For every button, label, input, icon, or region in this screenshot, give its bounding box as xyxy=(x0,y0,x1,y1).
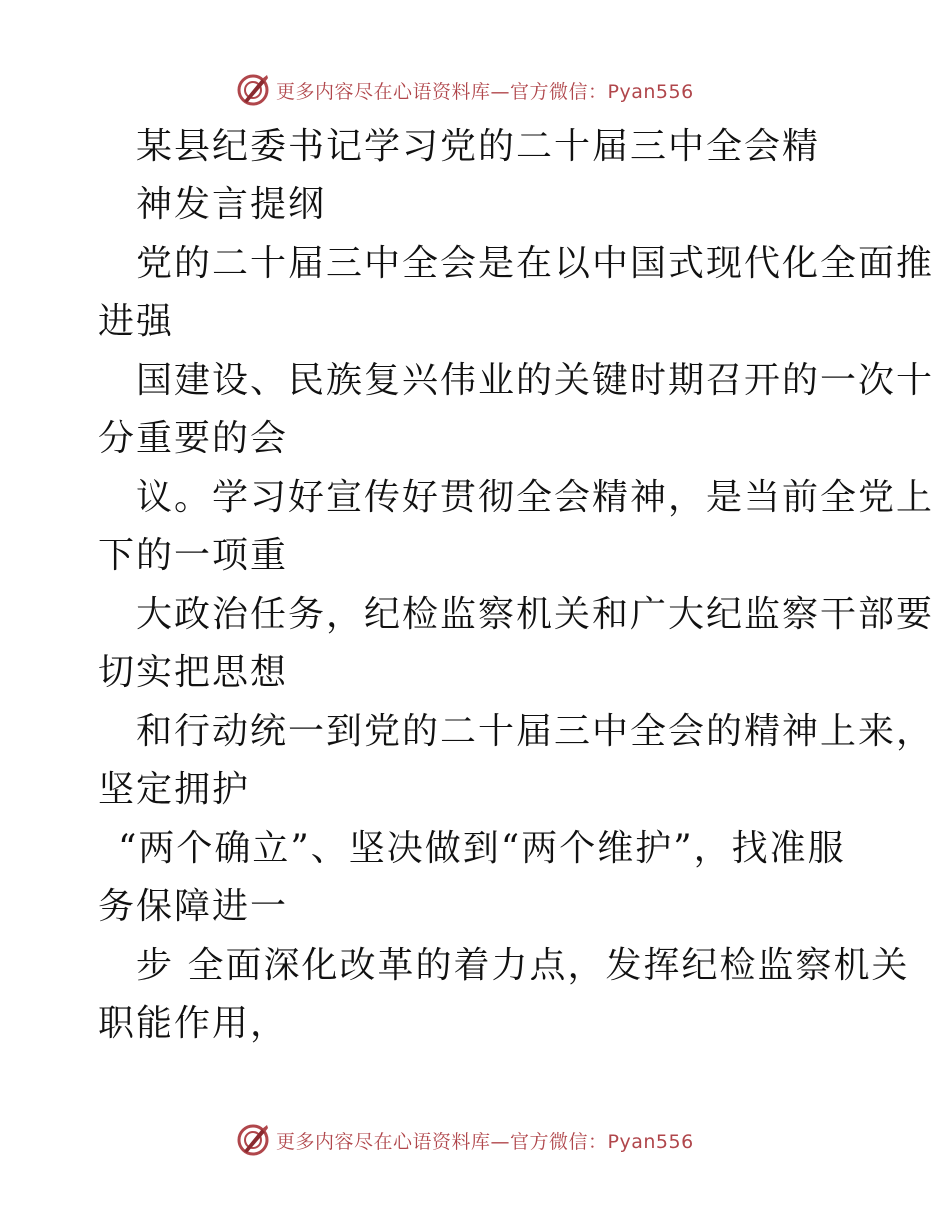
title-line-2: 神发言提纲 xyxy=(136,184,327,225)
body-line: 切实把思想 xyxy=(98,652,289,693)
watermark-header xyxy=(236,72,694,108)
body-line: 进强 xyxy=(98,301,175,342)
body-line: 职能作用， xyxy=(98,1003,289,1044)
body-line: 和行动统一到党的二十届三中全会的精神上来， xyxy=(136,711,935,752)
body-line: 国建设、民族复兴伟业的关键时期召开的一次十 xyxy=(136,360,935,401)
body-line: 步 全面深化改革的着力点，发挥纪检监察机关 xyxy=(136,945,910,986)
body-line: 分重要的会 xyxy=(98,418,289,459)
body-line: 下的一项重 xyxy=(98,535,289,576)
title-line-1: 某县纪委书记学习党的二十届三中全会精 xyxy=(136,126,821,167)
watermark-text: 更多内容尽在心语资料库—官方微信：Pyan556 xyxy=(276,80,694,103)
body-line: 务保障进一 xyxy=(98,886,289,927)
body-line: 议。学习好宣传好贯彻全会精神，是当前全党上 xyxy=(136,477,935,518)
body-line: 大政治任务，纪检监察机关和广大纪监察干部要 xyxy=(136,594,935,635)
watermark-footer xyxy=(236,1122,694,1158)
pen-logo-icon xyxy=(236,73,270,107)
body-line: “两个确立”、坚决做到“两个维护”，找准服 xyxy=(118,828,846,869)
pen-logo-icon xyxy=(236,1123,270,1157)
body-line: 党的二十届三中全会是在以中国式现代化全面推 xyxy=(136,243,935,284)
body-line: 坚定拥护 xyxy=(98,769,251,810)
watermark-text: 更多内容尽在心语资料库—官方微信：Pyan556 xyxy=(276,1130,694,1153)
